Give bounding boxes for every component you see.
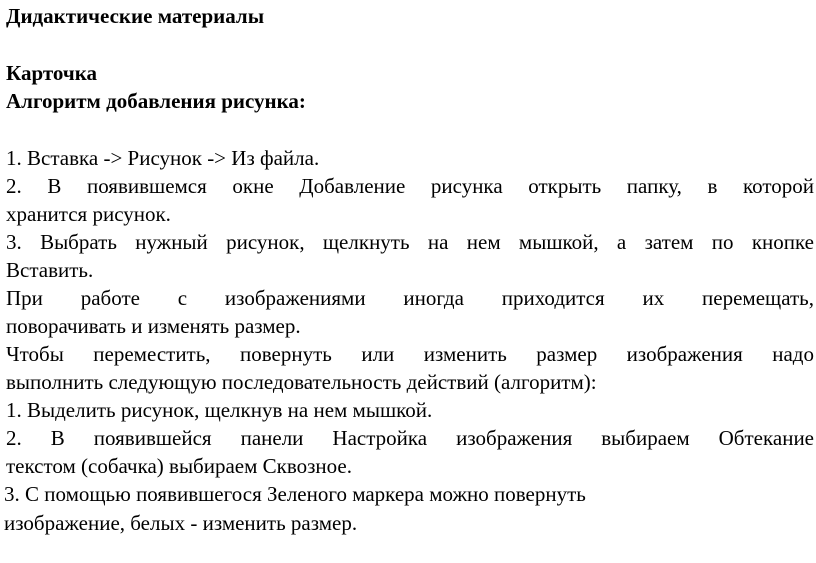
insert-step-3-line-2: Вставить. (6, 258, 94, 282)
insert-step-2-line-1: 2. В появившемся окне Добавление рисунка открыть папку, в которой (6, 174, 814, 198)
card-title: Алгоритм добавления рисунка: (6, 89, 306, 113)
edit-step-3-line-2: изображение, белых - изменить размер. (4, 511, 358, 535)
card-label: Карточка (6, 61, 97, 85)
edit-step-2-line-1: 2. В появившейся панели Настройка изображения выбираем Обтекание (6, 426, 814, 450)
edit-step-3-line-1: 3. С помощью появившегося Зеленого маркера можно повернуть (4, 482, 586, 506)
intro-paragraph-2-line-2: выполнить следующую последовательность действий (алгоритм): (6, 370, 597, 394)
intro-paragraph-1-line-1: При работе с изображениями иногда приходится их перемещать, (6, 286, 814, 310)
edit-step-2-line-2: текстом (собачка) выбираем Сквозное. (6, 454, 352, 478)
edit-step-1: 1. Выделить рисунок, щелкнув на нем мышкой. (6, 398, 433, 422)
intro-paragraph-2-line-1: Чтобы переместить, повернуть или изменить размер изображения надо (6, 342, 814, 366)
insert-step-3-line-1: 3. Выбрать нужный рисунок, щелкнуть на нем мышкой, а затем по кнопке (6, 230, 814, 254)
insert-step-2-line-2: хранится рисунок. (6, 202, 171, 226)
insert-step-1: 1. Вставка -> Рисунок -> Из файла. (6, 146, 320, 170)
document-heading: Дидактические материалы (6, 4, 265, 28)
intro-paragraph-1-line-2: поворачивать и изменять размер. (6, 314, 301, 338)
